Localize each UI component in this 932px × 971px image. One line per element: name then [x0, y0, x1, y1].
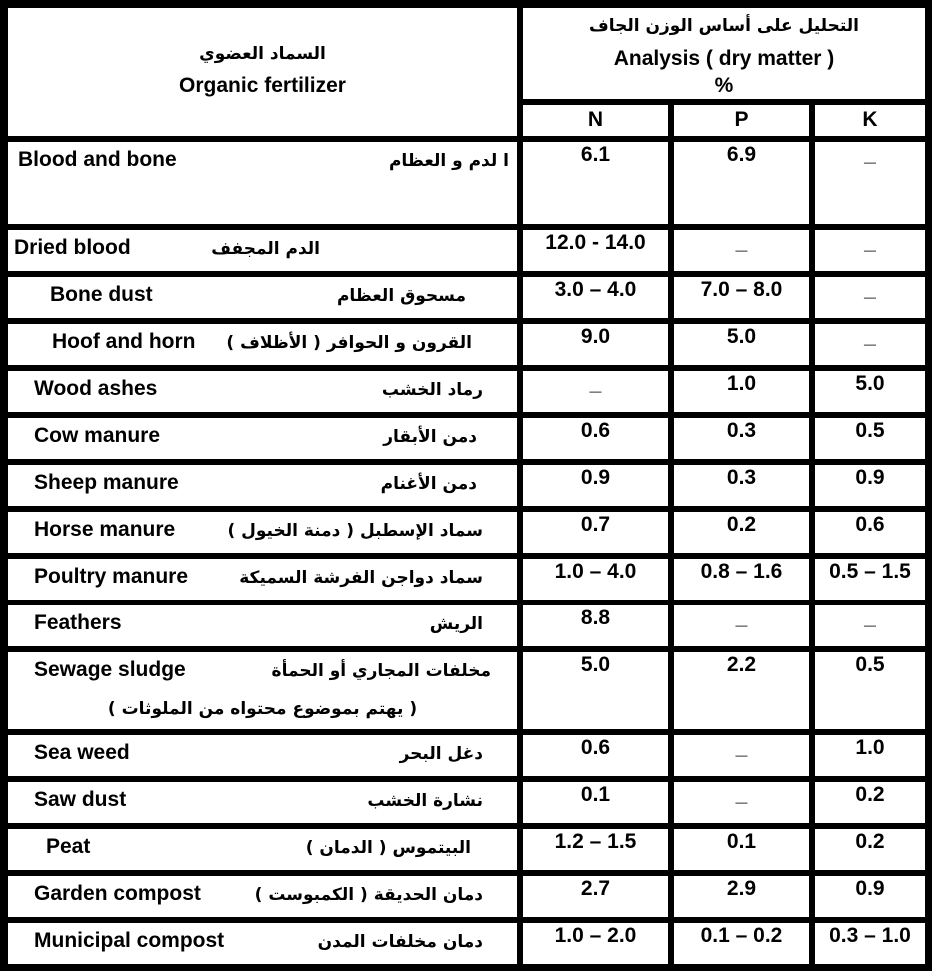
- value-p: 5.0: [674, 324, 809, 365]
- header-col-n: N: [523, 105, 668, 136]
- fertilizer-name-ar: دمان الحديقة ( الكمبوست ): [254, 885, 483, 905]
- fertilizer-name-en: Blood and bone: [18, 148, 177, 171]
- fertilizer-name-en: Garden compost: [34, 882, 201, 905]
- value-k: _: [815, 277, 925, 318]
- fertilizer-name-en: Peat: [46, 835, 91, 858]
- fertilizer-name-ar: دمان مخلفات المدن: [317, 932, 483, 952]
- value-n: 0.6: [523, 735, 668, 776]
- header-analysis-en: Analysis ( dry matter ): [613, 47, 835, 70]
- fertilizer-name-en: Municipal compost: [34, 929, 225, 952]
- value-k: 0.6: [815, 512, 925, 553]
- value-n: 0.7: [523, 512, 668, 553]
- fertilizer-name-en: Hoof and horn: [52, 330, 196, 353]
- value-k: 0.9: [815, 876, 925, 917]
- value-k: _: [815, 324, 925, 365]
- fertilizer-name-en: Horse manure: [34, 518, 176, 541]
- value-k: 1.0: [815, 735, 925, 776]
- table-row-name-cell: [8, 465, 517, 506]
- value-n: 1.0 – 4.0: [523, 559, 668, 600]
- fertilizer-name-en: Bone dust: [50, 283, 153, 306]
- value-n: 1.0 – 2.0: [523, 923, 668, 964]
- fertilizer-name-en: Feathers: [34, 611, 122, 634]
- value-k: 0.5: [815, 418, 925, 459]
- value-p: 7.0 – 8.0: [674, 277, 809, 318]
- value-n: 6.1: [523, 142, 668, 224]
- value-n: 8.8: [523, 605, 668, 646]
- value-n: 5.0: [523, 652, 668, 729]
- value-p: 0.2: [674, 512, 809, 553]
- fertilizer-name-ar: القرون و الحوافر ( الأظلاف ): [226, 333, 472, 353]
- value-p: 6.9: [674, 142, 809, 224]
- fertilizer-name-en: Saw dust: [34, 788, 127, 811]
- value-n: _: [523, 371, 668, 412]
- table-row-name-cell: [8, 652, 517, 729]
- fertilizer-name-ar: رماد الخشب: [381, 380, 483, 400]
- table-row-name-cell: [8, 324, 517, 365]
- fertilizer-name-ar: نشارة الخشب: [367, 791, 483, 811]
- value-p: 0.3: [674, 465, 809, 506]
- value-n: 3.0 – 4.0: [523, 277, 668, 318]
- value-k: _: [815, 230, 925, 271]
- value-p: _: [674, 230, 809, 271]
- table-row-name-cell: [8, 559, 517, 600]
- table-row-name-cell: [8, 605, 517, 646]
- fertilizer-name-ar: دغل البحر: [399, 744, 483, 764]
- header-col-p: P: [674, 105, 809, 136]
- value-k: _: [815, 605, 925, 646]
- header-fertilizer-en: Organic fertilizer: [179, 74, 346, 97]
- header-fertilizer-cell: [8, 8, 517, 136]
- value-p: 0.1: [674, 829, 809, 870]
- value-k: 5.0: [815, 371, 925, 412]
- value-k: 0.2: [815, 782, 925, 823]
- fertilizer-name-en: Poultry manure: [34, 565, 189, 588]
- table-row-name-cell: [8, 876, 517, 917]
- value-k: 0.2: [815, 829, 925, 870]
- fertilizer-name-en: Sheep manure: [34, 471, 179, 494]
- fertilizer-name-ar: الدم المجفف: [211, 239, 320, 259]
- value-k: 0.3 – 1.0: [815, 923, 925, 964]
- fertilizer-name-ar: دمن الأبقار: [383, 427, 477, 447]
- fertilizer-name-ar: مسحوق العظام: [336, 286, 466, 306]
- value-k: 0.5 – 1.5: [815, 559, 925, 600]
- table-row-name-cell: [8, 230, 517, 271]
- table-row-name-cell: [8, 782, 517, 823]
- value-n: 0.6: [523, 418, 668, 459]
- value-p: 0.3: [674, 418, 809, 459]
- fertilizer-name-ar: دمن الأغنام: [380, 474, 477, 494]
- value-n: 2.7: [523, 876, 668, 917]
- value-p: 0.1 – 0.2: [674, 923, 809, 964]
- fertilizer-name-ar: سماد دواجن الفرشة السميكة: [239, 568, 483, 588]
- fertilizer-name-ar: الريش: [429, 614, 483, 634]
- value-n: 1.2 – 1.5: [523, 829, 668, 870]
- value-n: 0.1: [523, 782, 668, 823]
- value-k: 0.5: [815, 652, 925, 729]
- value-k: 0.9: [815, 465, 925, 506]
- table-row-name-cell: [8, 923, 517, 964]
- header-col-k: K: [815, 105, 925, 136]
- header-analysis-cell: [523, 8, 925, 99]
- fertilizer-name-en: Sea weed: [34, 741, 130, 764]
- value-n: 12.0 - 14.0: [523, 230, 668, 271]
- header-unit: %: [714, 74, 734, 97]
- header-analysis-ar: التحليل على أساس الوزن الجاف: [588, 16, 860, 36]
- value-p: 0.8 – 1.6: [674, 559, 809, 600]
- table-row-name-cell: [8, 512, 517, 553]
- header-fertilizer-ar: السماد العضوي: [199, 44, 326, 64]
- table-row-name-cell: [8, 418, 517, 459]
- fertilizer-name-en: Dried blood: [14, 236, 131, 259]
- fertilizer-name-ar: البيتموس ( الدمان ): [305, 838, 471, 858]
- value-k: _: [815, 142, 925, 224]
- value-p: _: [674, 735, 809, 776]
- table-row-name-cell: [8, 371, 517, 412]
- value-p: _: [674, 605, 809, 646]
- value-p: 1.0: [674, 371, 809, 412]
- value-p: 2.2: [674, 652, 809, 729]
- table-row-name-cell: [8, 142, 517, 224]
- fertilizer-note-ar: ( يهتم بموضوع محتواه من الملوثات ): [107, 699, 418, 719]
- fertilizer-name-ar: مخلفات المجاري أو الحمأة: [271, 661, 491, 681]
- table-row-name-cell: [8, 735, 517, 776]
- value-n: 0.9: [523, 465, 668, 506]
- table-row-name-cell: [8, 277, 517, 318]
- value-p: _: [674, 782, 809, 823]
- value-p: 2.9: [674, 876, 809, 917]
- fertilizer-name-ar: ا لدم و العظام: [388, 151, 509, 171]
- fertilizer-name-en: Wood ashes: [34, 377, 158, 400]
- value-n: 9.0: [523, 324, 668, 365]
- fertilizer-name-en: Cow manure: [34, 424, 161, 447]
- table-row-name-cell: [8, 829, 517, 870]
- fertilizer-name-ar: سماد الإسطبل ( دمنة الخيول ): [227, 521, 483, 541]
- fertilizer-name-en: Sewage sludge: [34, 658, 186, 681]
